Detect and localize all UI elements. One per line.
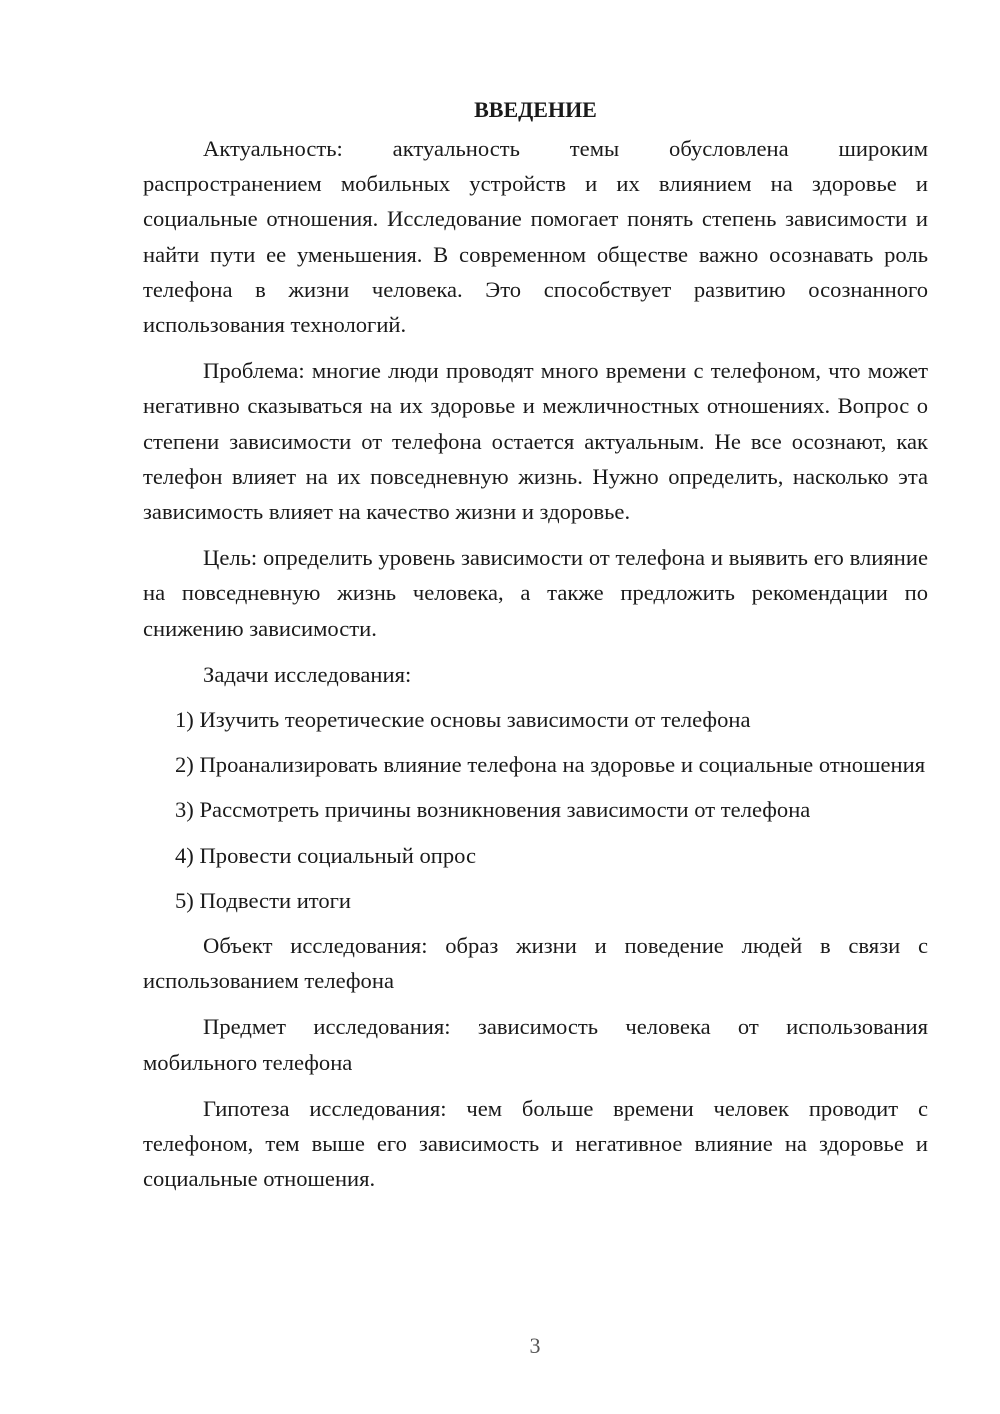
problem-paragraph: Проблема: многие люди проводят много времени с телефоном, что может негативно сказываться на их здоровье и межличностных отношениях. Вопрос о степени зависимости от телефона остается актуальным. Не все осознают, как телефон влияет на их повседневную жизнь. Нужно определить, насколько эта зависимость влияет на качество жизни и здоровье. <box>143 358 928 525</box>
list-item: 1) Изучить теоретические основы зависимости от телефона <box>175 707 751 733</box>
list-item: 2) Проанализировать влияние телефона на здоровье и социальные отношения <box>175 752 926 778</box>
list-item: 5) Подвести итоги <box>175 887 352 913</box>
relevance-paragraph: Актуальность: актуальность темы обусловлена широким распространением мобильных устройств и их влиянием на здоровье и социальные отношения. Исследование помогает понять степень зависимости и найти пути ее уменьшения. В современном обществе важно осознавать роль телефона в жизни человека. Это способствует развитию осознанного использования технологий. <box>143 136 928 338</box>
hypothesis-paragraph: Гипотеза исследования: чем больше времени человек проводит с телефоном, тем выше его зависимость и негативное влияние на здоровье и социальные отношения. <box>143 1095 928 1192</box>
tasks-list <box>143 702 928 918</box>
page-title: ВВЕДЕНИЕ <box>474 97 597 122</box>
tasks-title: Задачи исследования: <box>203 661 412 687</box>
list-item: 4) Провести социальный опрос <box>175 842 477 868</box>
page-number: 3 <box>529 1333 541 1358</box>
object-paragraph: Объект исследования: образ жизни и поведение людей в связи с использованием телефона <box>143 933 928 994</box>
document-body <box>143 92 928 1207</box>
subject-paragraph: Предмет исследования: зависимость человека от использования мобильного телефона <box>143 1014 928 1075</box>
goal-paragraph: Цель: определить уровень зависимости от телефона и выявить его влияние на повседневную жизнь человека, а также предложить рекомендации по снижению зависимости. <box>143 545 928 641</box>
list-item: 3) Рассмотреть причины возникновения зависимости от телефона <box>175 797 811 823</box>
